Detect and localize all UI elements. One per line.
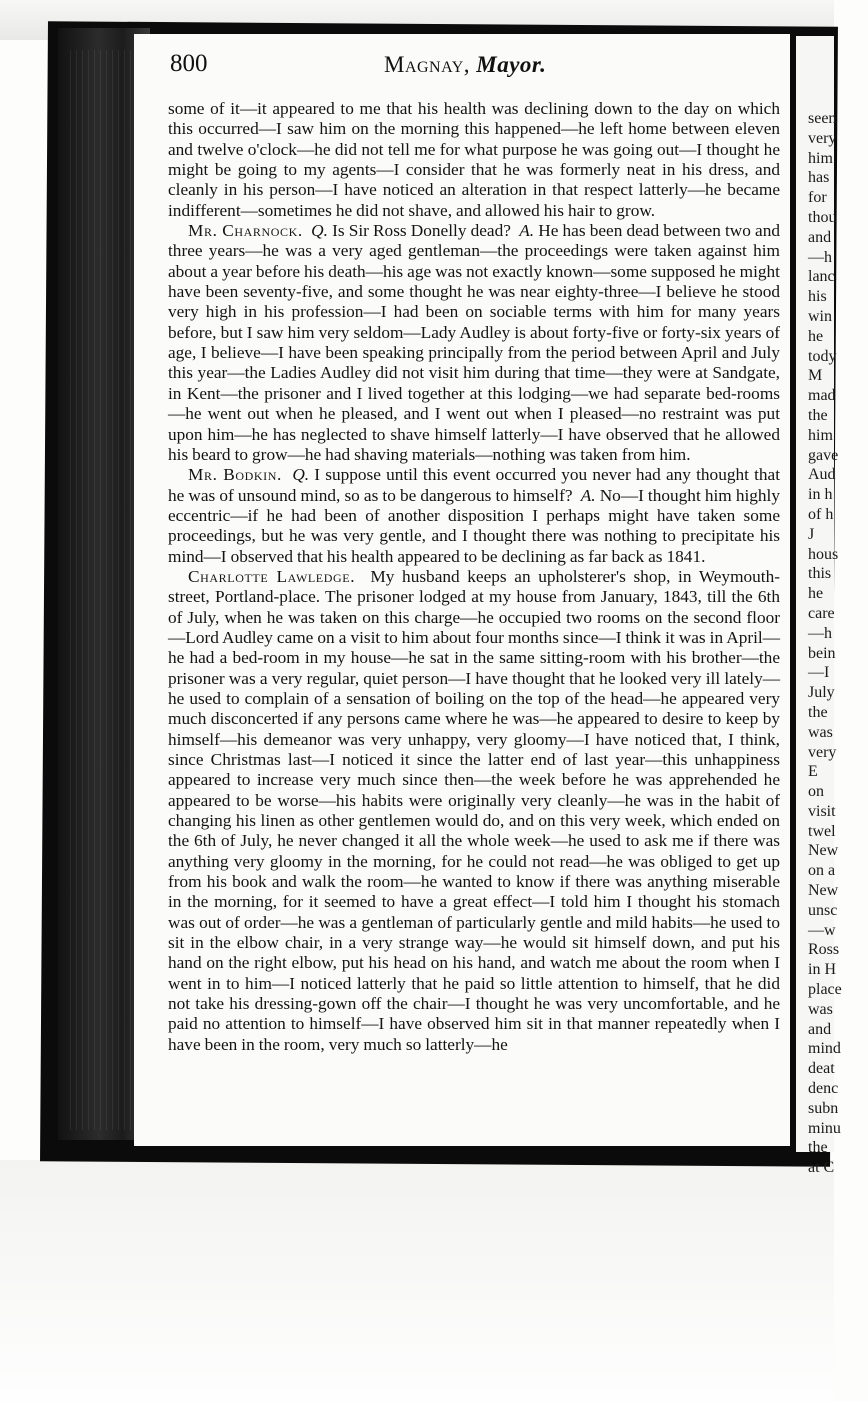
facing-page-line: care <box>808 604 835 622</box>
question-marker: Q. <box>311 221 328 241</box>
page-edges <box>70 50 140 1130</box>
facing-page-line: for <box>808 189 827 207</box>
book-page <box>134 34 790 1146</box>
facing-page-line: he <box>808 585 824 603</box>
facing-page-line: the <box>808 406 828 424</box>
facing-page <box>796 36 842 1177</box>
scan-bottom-margin <box>0 1160 834 1402</box>
running-title-name: Magnay, <box>384 52 471 77</box>
facing-page-line: July <box>808 684 835 702</box>
facing-page-line: lanc <box>808 268 835 286</box>
paragraph-text: some of it—it appeared to me that his health was declining down to the day on which this occurred—I saw him on the morning this happened—he left home between eleven and twelve o'clock—he did not tell me for what purpose he was going out—I thought he might be going to my agents—I consider that he was formerly neat in his dress, and cleanly in his person—I have noticed an alteration in that respect latterly—he became indifferent—sometimes he did not shave, and allowed his hair to grow. <box>168 99 780 220</box>
facing-page-line: J <box>808 525 815 543</box>
question-marker: Q. <box>292 465 310 485</box>
facing-page-line: mind <box>808 1040 841 1058</box>
facing-page-line: of h <box>808 505 834 523</box>
facing-page-line: him <box>808 149 833 167</box>
facing-page-line: M <box>808 367 823 385</box>
facing-page-line: denc <box>808 1080 839 1098</box>
facing-page-line: in H <box>808 961 836 979</box>
witness-name: Charlotte Lawledge. <box>188 566 356 586</box>
facing-page-line: has <box>808 169 830 187</box>
facing-page-line: —h <box>808 624 832 642</box>
witness-statement: My husband keeps an upholsterer's shop, in Weymouth-street, Portland-place. The prisoner lodged at my house from January, 1843, till the 6th of July, when he was taken on this charge—he occupied two rooms on the second floor—Lord Audley came on a visit to him about four months since—I think it was in April—he had a bed-room in my house—he sat in the same sitting-room with his brother—the prisoner was a very regular, quiet person—I have thought that he looked very ill lately—he used to complain of a sensation of boiling on the top of the head—he appeared very much disconcerted if any persons came where he was—he appeared to desire to keep by himself—his demeanor was very unhappy, very gloomy—I have noticed that, I think, since Christmas last—I noticed it since the latter end of last year—this unhappiness appeared to increase very much since then—the week before he was apprehended he appeared to be worse—his habits were originally very cleanly—he was in the habit of changing his linen as other gentlemen would do, and on this very week, which ended on the 6th of July, he never changed it all the whole week—he used to ask me if there was anything very gloomy in the morning, for he could not read—he was obliged to get up from his book and walk the room—he wanted to know if there was anything miserable in the morning, for it seemed to have a great effect—I told him I thought his stomach was out of order—he was a gentleman of particularly gentle and mild habits—he used to sit in the elbow chair, in a very strange way—he would sit himself down, and put his hand on the right elbow, put his head on his hand, and watch me about the room when I went in to him—I noticed latterly that he paid so little attention to himself, that he did not take his dressing-gown off the chair—I thought he was very uncomfortable, and he paid no attention to himself—I have observed him sit in that manner repeatedly when I have been in the room, very much so latterly—he <box>168 566 780 1054</box>
question-text: Is Sir Ross Donelly dead? <box>332 221 511 241</box>
facing-page-line: mad <box>808 387 836 405</box>
facing-page-line: seen <box>808 110 837 127</box>
answer-text: He has been dead between two and three years—he was a very aged gentleman—the proceedings were taken against him about a year before his death—his age was not exactly known—some supposed he might have been seventy-five, and some thought he was near eighty-three—I believe he stood very high in his profession—I had been on sociable terms with him for many years before, but I saw him very seldom—Lady Audley is about forty-five or forty-six years of age, I believe—I have been speaking principally from the period between April and July this year—the Ladies Audley did not visit him during that time—they were at Sandgate, in Kent—the prisoner and I lived together at this lodging—we had separate bed-rooms—he went out when he pleased, and I went out when I pleased—no restraint was put upon him—he has neglected to shave himself latterly—I have observed that he allowed his beard to grow—he had shaving materials—nothing was taken from him. <box>168 221 780 464</box>
facing-page-line: —w <box>808 921 836 939</box>
facing-page-line: New <box>808 842 839 860</box>
facing-page-line: subn <box>808 1099 839 1117</box>
facing-page-text <box>808 109 868 1178</box>
facing-page-line: on <box>808 783 824 801</box>
facing-page-line: tody <box>808 347 837 365</box>
speaker-name: Mr. Charnock. <box>188 221 303 241</box>
facing-page-line: New <box>808 882 839 900</box>
page-number: 800 <box>170 50 208 77</box>
facing-page-line: —I <box>808 664 830 682</box>
facing-page-line: win <box>808 307 832 325</box>
testimony-paragraph <box>168 221 780 465</box>
facing-page-line: deat <box>808 1060 835 1078</box>
answer-marker: A. <box>519 221 535 241</box>
facing-page-line: minu <box>808 1119 841 1137</box>
facing-page-line: unsc <box>808 901 838 919</box>
testimony-paragraph <box>168 465 780 567</box>
facing-page-line: the <box>808 703 828 721</box>
facing-page-line: his <box>808 288 827 306</box>
speaker-name: Mr. Bodkin. <box>188 465 282 485</box>
facing-page-line: very <box>808 129 837 147</box>
facing-page-line: hous <box>808 545 839 563</box>
facing-page-line: gave <box>808 446 839 464</box>
facing-page-line: place <box>808 981 842 999</box>
facing-page-line: very <box>808 743 837 761</box>
facing-page-line: and <box>808 228 832 246</box>
facing-page-line: bein <box>808 644 836 662</box>
testimony-paragraph <box>168 567 780 1055</box>
facing-page-line: visit <box>808 802 836 820</box>
facing-page-line: Ross <box>808 941 840 959</box>
answer-text: No—I thought him highly eccentric—if he had been of another disposition I perhaps might have taken some proceedings, but he was very gentle, and I thought there was nothing to precipitate his mind—I observed that his health appeared to be declining as far back as 1841. <box>168 485 780 566</box>
paragraph-continuation <box>168 99 780 221</box>
question-text: I suppose until this event occurred you never had any thought that he was of unsound mind, so as to be dangerous to himself? <box>168 465 780 505</box>
facing-page-line: this <box>808 565 832 583</box>
facing-page-line: the <box>808 1139 828 1157</box>
running-title <box>384 52 546 78</box>
page-body <box>168 99 780 1055</box>
answer-marker: A. <box>580 485 596 505</box>
running-title-role: Mayor. <box>476 52 547 77</box>
facing-page-line: —h <box>808 248 832 266</box>
facing-page-line: twel <box>808 822 836 840</box>
facing-page-line: at C <box>808 1159 835 1177</box>
facing-page-line: him <box>808 426 833 444</box>
facing-page-line: in h <box>808 486 833 504</box>
facing-page-line: he <box>808 327 824 345</box>
facing-page-line: and <box>808 1020 832 1038</box>
facing-page-line: thou <box>808 208 837 226</box>
facing-page-line: was <box>808 723 833 741</box>
facing-page-line: E <box>808 763 818 781</box>
facing-page-line: was <box>808 1000 833 1018</box>
facing-page-line: on a <box>808 862 836 880</box>
facing-page-line: Aud <box>808 466 836 484</box>
